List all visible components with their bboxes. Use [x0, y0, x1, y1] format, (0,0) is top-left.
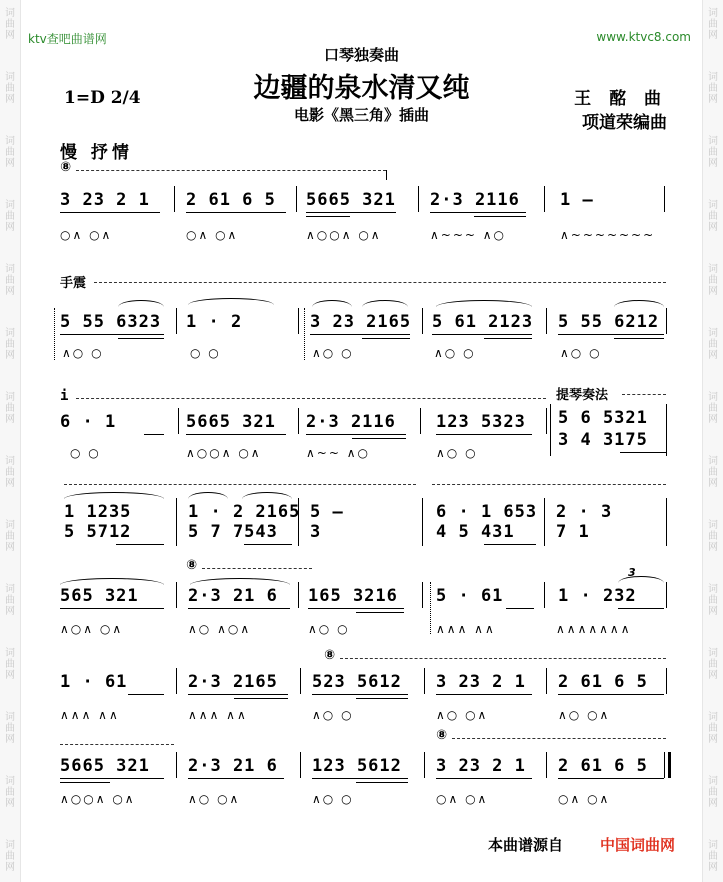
category-label: 口琴独奏曲 [323, 46, 399, 64]
beat-underline [144, 434, 164, 435]
measure-notes: 123 5323 [436, 412, 526, 432]
slur [188, 298, 274, 305]
bar-line [298, 582, 299, 608]
bar-line [546, 308, 547, 334]
watermark-glyph: 词 曲 网 [708, 392, 718, 425]
watermark-glyph: 词 曲 网 [5, 72, 15, 105]
beat-underline [436, 778, 532, 779]
bar-line [546, 752, 547, 778]
site-label-left: ktv查吧曲谱网 [28, 32, 107, 46]
octave-mark: ⑧ [186, 558, 198, 573]
measure-notes: 123 5612 [312, 756, 402, 776]
bar-line [176, 498, 177, 546]
technique-symbols: ∧○ ○ [436, 446, 478, 460]
measure-notes: 5 · 61 [436, 586, 504, 606]
beat-underline [352, 438, 406, 439]
octave-line [432, 484, 666, 485]
slur [64, 492, 164, 499]
measure-notes: 3 23 2165 [310, 312, 412, 332]
chord-top: 1 · 2 2165 [188, 502, 301, 522]
bar-line [300, 752, 301, 778]
measure-notes: 2 61 6 5 [186, 190, 276, 210]
tremolo-label: 手震 [60, 276, 87, 291]
beat-underline [362, 338, 410, 339]
beat-underline [356, 698, 408, 699]
beat-underline [484, 544, 536, 545]
measure-notes: 565 321 [60, 586, 139, 606]
song-subtitle: 电影《黑三角》插曲 [293, 106, 429, 124]
beat-underline [506, 608, 534, 609]
bar-line [664, 186, 665, 212]
technique-symbols: ∧~~ ∧○ [306, 446, 370, 460]
beat-underline [430, 212, 526, 213]
bar-line [666, 668, 667, 694]
technique-symbols: ○ ○ [70, 446, 101, 460]
watermark-glyph: 词 曲 网 [708, 776, 718, 809]
source-label: 本曲谱源自 [488, 836, 564, 854]
watermark-glyph: 词 曲 网 [5, 840, 15, 873]
bar-line [546, 668, 547, 694]
bar-line [422, 498, 423, 546]
technique-symbols: ∧○ ○ [62, 346, 104, 360]
octave-line [340, 658, 666, 659]
technique-symbols: ∧○ ○ [312, 792, 354, 806]
beat-underline [620, 452, 666, 453]
watermark-glyph: 词 曲 网 [5, 520, 15, 553]
arpeggio-mark [304, 308, 305, 360]
beat-underline [558, 778, 664, 779]
watermark-glyph: 词 曲 网 [5, 648, 15, 681]
beat-underline [244, 544, 292, 545]
watermark-glyph: 词 曲 网 [5, 136, 15, 169]
octave-end [386, 170, 387, 180]
chord-top: 5 6 5321 [558, 408, 648, 428]
bar-line [418, 186, 419, 212]
technique-symbols: ∧○ ○∧ [436, 708, 489, 722]
watermark-glyph: 词 曲 网 [5, 456, 15, 489]
octave-mark: ⑧ [436, 728, 448, 743]
bar-line [422, 582, 423, 608]
watermark-glyph: 词 曲 网 [708, 712, 718, 745]
measure-notes: 2·3 2116 [306, 412, 396, 432]
octave-line [76, 170, 386, 171]
watermark-glyph: 词 曲 网 [708, 8, 718, 41]
technique-symbols: ∧○ ○ [312, 346, 354, 360]
measure-notes: 2 61 6 5 [558, 672, 648, 692]
technique-symbols: ∧○○∧ ○∧ [60, 792, 136, 806]
technique-symbols: ∧∧∧ ∧∧ [436, 622, 496, 636]
arpeggio-mark [54, 308, 55, 360]
song-title: 边疆的泉水清又纯 [253, 73, 470, 104]
watermark-glyph: 词 曲 网 [708, 840, 718, 873]
beat-underline [60, 778, 164, 779]
measure-notes: 2 61 6 5 [558, 756, 648, 776]
beat-underline [312, 778, 408, 779]
slur [436, 300, 532, 307]
slur [118, 300, 164, 307]
slur [312, 300, 352, 307]
watermark-glyph: 词 曲 网 [708, 328, 718, 361]
bar-line [422, 308, 423, 334]
measure-notes: 1 — [560, 190, 594, 210]
bar-line [300, 668, 301, 694]
measure-notes: 5 55 6212 [558, 312, 660, 332]
bar-line [296, 186, 297, 212]
measure-notes: 2·3 21 6 [188, 756, 278, 776]
slur [190, 578, 290, 585]
beat-underline [484, 338, 532, 339]
technique-symbols: ∧∧∧∧∧∧∧ [556, 622, 632, 636]
beat-underline [474, 216, 526, 217]
watermark-glyph: 词 曲 网 [708, 136, 718, 169]
beat-underline [308, 608, 404, 609]
technique-symbols: ∧○ ○ [312, 708, 354, 722]
measure-notes: 3 23 2 1 [60, 190, 150, 210]
chord-bottom: 5 5712 [64, 522, 132, 542]
tremolo-line [94, 282, 666, 283]
beat-underline [116, 544, 164, 545]
beat-underline [356, 612, 404, 613]
beat-underline [356, 782, 408, 783]
technique-line [622, 394, 666, 395]
slur [242, 492, 292, 499]
chord-top: 6 · 1 653 [436, 502, 538, 522]
bar-line [420, 408, 421, 434]
beat-underline [558, 694, 664, 695]
slur [188, 492, 228, 499]
beat-underline [60, 212, 160, 213]
bar-line [176, 752, 177, 778]
technique-symbols: ∧○ ○ [560, 346, 602, 360]
tempo-marking: 慢 抒情 [60, 143, 133, 163]
watermark-glyph: 词 曲 网 [708, 520, 718, 553]
technique-symbols: ○∧ ○∧ [436, 792, 489, 806]
left-watermark-strip [0, 0, 21, 882]
technique-symbols: ○ ○ [190, 346, 221, 360]
chord-bottom: 7 1 [556, 522, 590, 542]
watermark-glyph: 词 曲 网 [5, 392, 15, 425]
slur [362, 300, 408, 307]
beat-underline [128, 694, 164, 695]
beat-underline [188, 778, 284, 779]
source-brand-link[interactable]: 中国词曲网 [600, 836, 676, 854]
beat-underline [310, 334, 410, 335]
beat-underline [60, 608, 164, 609]
chord-top: 1 1235 [64, 502, 132, 522]
measure-notes: 5665 321 [306, 190, 396, 210]
chord-top: 2 · 3 [556, 502, 613, 522]
measure-notes: 2·3 2165 [188, 672, 278, 692]
bar-line [174, 186, 175, 212]
beat-underline [618, 608, 664, 609]
chord-bottom: 5 7 7543 [188, 522, 278, 542]
beat-underline [60, 782, 110, 783]
technique-symbols: ∧○○∧ ○∧ [186, 446, 262, 460]
octave-line [452, 738, 666, 739]
watermark-glyph: 词 曲 网 [5, 712, 15, 745]
watermark-glyph: 词 曲 网 [708, 456, 718, 489]
bar-line [666, 582, 667, 608]
technique-symbols: ∧○ ○∧ [188, 792, 241, 806]
beat-underline [234, 698, 288, 699]
measure-notes: 5 61 2123 [432, 312, 534, 332]
measure-notes: 2·3 21 6 [188, 586, 278, 606]
beat-underline [306, 216, 350, 217]
beat-underline [432, 334, 532, 335]
beat-underline [614, 338, 664, 339]
technique-symbols: ○∧ ○∧ [60, 228, 113, 242]
technique-symbols: ∧○∧ ○∧ [60, 622, 124, 636]
bar-line [176, 582, 177, 608]
beat-underline [306, 212, 396, 213]
technique-symbols: ∧○ ○ [434, 346, 476, 360]
measure-notes: 6 · 1 [60, 412, 117, 432]
watermark-glyph: 词 曲 网 [5, 584, 15, 617]
chord-bottom: 3 [310, 522, 322, 542]
technique-symbols: ∧∧∧ ∧∧ [188, 708, 248, 722]
watermark-glyph: 词 曲 网 [5, 328, 15, 361]
triplet-mark: 3 [628, 566, 636, 579]
bar-line [666, 308, 667, 334]
bar-line [544, 498, 545, 546]
octave-mark: ⑧ [60, 160, 72, 175]
bar-line [544, 582, 545, 608]
measure-notes: 165 3216 [308, 586, 398, 606]
octave-line [64, 484, 416, 485]
bar-line [178, 408, 179, 434]
composer-credit: 王 酩 曲 [574, 89, 667, 109]
watermark-glyph: 词 曲 网 [708, 648, 718, 681]
measure-notes: 5 55 6323 [60, 312, 162, 332]
technique-symbols: ∧○○∧ ○∧ [306, 228, 382, 242]
arranger-credit: 项道荣编曲 [582, 113, 667, 133]
measure-notes: 5665 321 [186, 412, 276, 432]
beat-underline [558, 334, 664, 335]
bar-line [424, 752, 425, 778]
bar-line [424, 668, 425, 694]
beat-underline [60, 334, 164, 335]
octave-line [202, 568, 312, 569]
bar-line [666, 404, 667, 456]
slur [618, 576, 664, 583]
technique-symbols: ∧~~~ ∧○ [430, 228, 507, 242]
measure-notes: 5665 321 [60, 756, 150, 776]
arpeggio-mark [430, 582, 431, 634]
watermark-glyph: 词 曲 网 [5, 264, 15, 297]
beat-underline [436, 694, 532, 695]
site-label-right: www.ktvc8.com [596, 30, 691, 44]
right-watermark-strip [702, 0, 723, 882]
watermark-glyph: 词 曲 网 [708, 200, 718, 233]
beat-underline [312, 694, 408, 695]
octave-line [76, 398, 546, 399]
beat-underline [186, 212, 286, 213]
measure-notes: 1 · 232 [558, 586, 637, 606]
technique-symbols: ∧○ ○ [308, 622, 350, 636]
watermark-glyph: 词 曲 网 [708, 264, 718, 297]
technique-symbols: ○∧ ○∧ [558, 792, 611, 806]
bar-line [546, 408, 547, 434]
measure-notes: 3 23 2 1 [436, 756, 526, 776]
bar-line [298, 498, 299, 546]
measure-notes: 3 23 2 1 [436, 672, 526, 692]
measure-notes: 2·3 2116 [430, 190, 520, 210]
bar-line [666, 498, 667, 546]
slur [614, 300, 664, 307]
technique-symbols: ∧○ ∧○∧ [188, 622, 252, 636]
bar-line [176, 308, 177, 334]
technique-symbols: ∧~~~~~~~ [560, 228, 656, 242]
beat-underline [118, 338, 164, 339]
watermark-glyph: 词 曲 网 [5, 200, 15, 233]
beat-underline [188, 608, 290, 609]
bar-line [298, 308, 299, 334]
beat-underline [306, 434, 406, 435]
beat-underline [436, 434, 532, 435]
technique-symbols: ∧○ ○∧ [558, 708, 611, 722]
chord-bottom: 4 5 431 [436, 522, 515, 542]
beat-underline [188, 694, 288, 695]
watermark-glyph: 词 曲 网 [708, 584, 718, 617]
bar-line [176, 668, 177, 694]
measure-notes: 1 · 61 [60, 672, 128, 692]
measure-notes: 1 · 2 [186, 312, 243, 332]
bar-line [298, 408, 299, 434]
bar-line [664, 752, 665, 778]
bar-line [544, 186, 545, 212]
measure-notes: 523 5612 [312, 672, 402, 692]
final-bar-line [668, 752, 671, 778]
chord-bottom: 3 4 3175 [558, 430, 648, 450]
key-signature: 1=D 2/4 [64, 88, 141, 108]
bar-line [550, 404, 551, 456]
technique-symbols: ∧∧∧ ∧∧ [60, 708, 120, 722]
watermark-glyph: 词 曲 网 [5, 8, 15, 41]
high-note-mark: i [60, 388, 70, 404]
beat-underline [186, 434, 286, 435]
slur [60, 578, 164, 585]
watermark-glyph: 词 曲 网 [708, 72, 718, 105]
violin-technique-label: 提琴奏法 [556, 388, 609, 403]
chord-top: 5 — [310, 502, 344, 522]
octave-line [60, 744, 174, 745]
technique-symbols: ○∧ ○∧ [186, 228, 239, 242]
octave-mark: ⑧ [324, 648, 336, 663]
watermark-glyph: 词 曲 网 [5, 776, 15, 809]
